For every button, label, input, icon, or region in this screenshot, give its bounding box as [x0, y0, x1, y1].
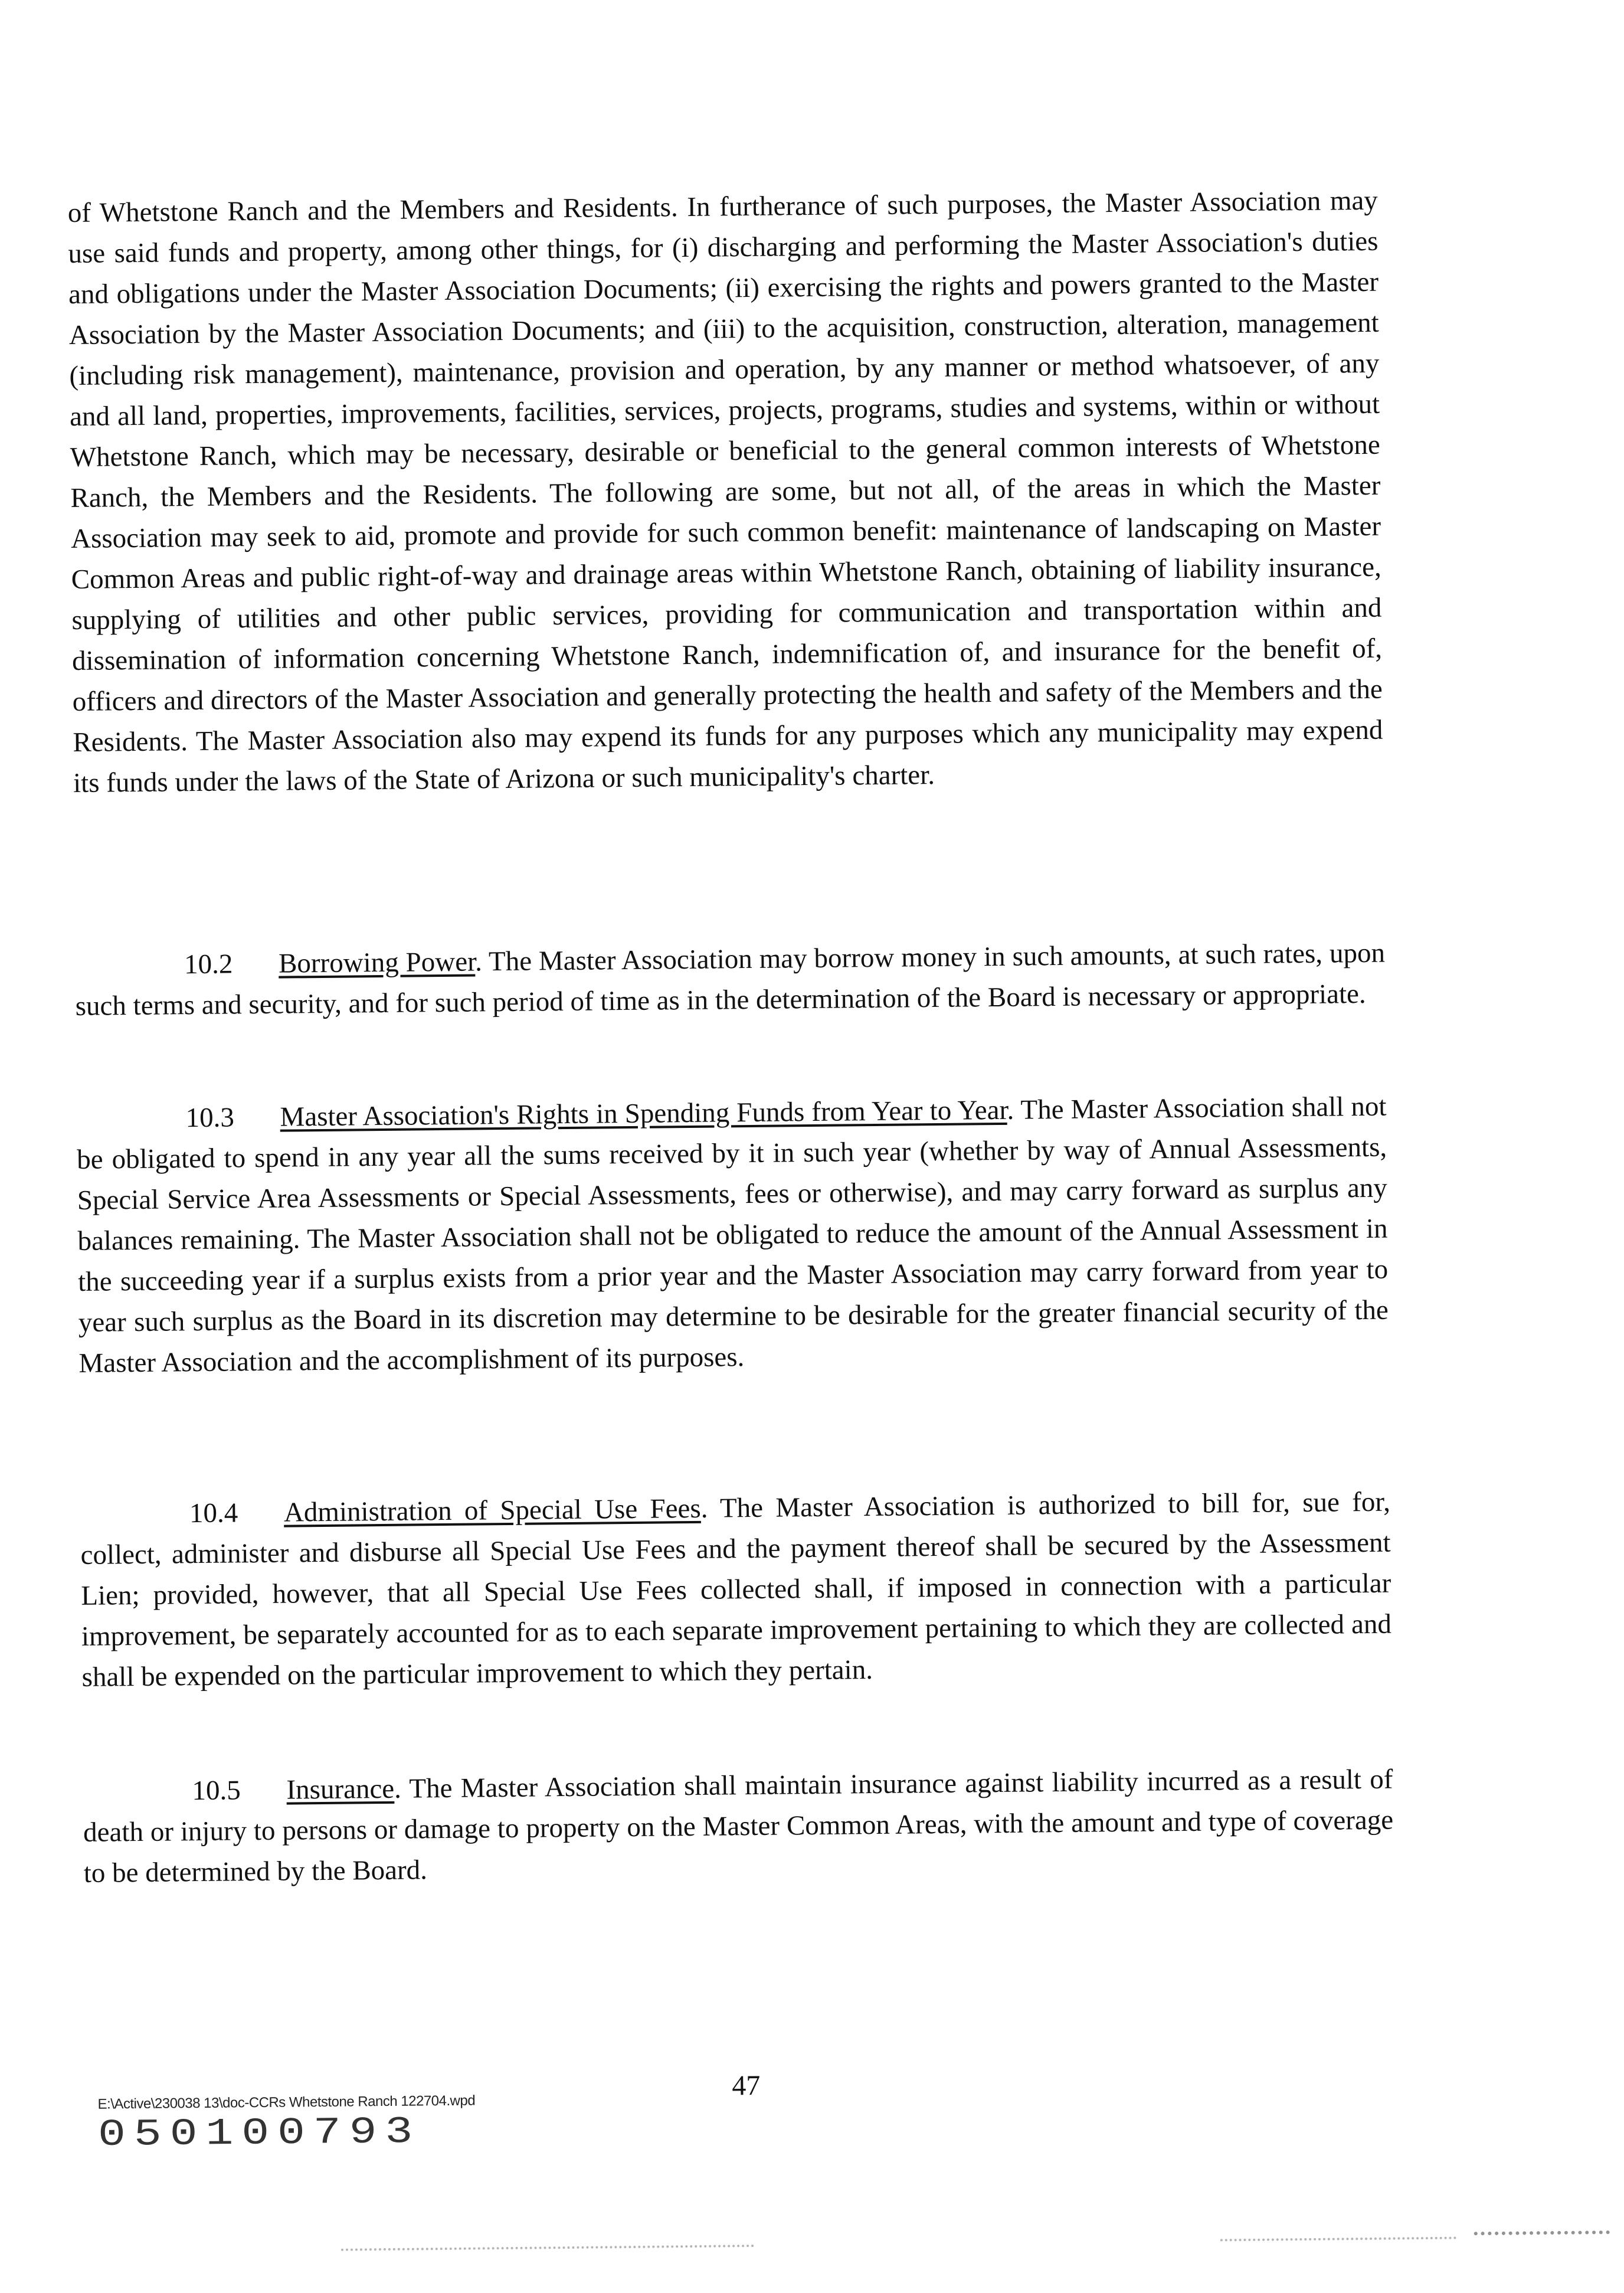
section-body: The Master Association shall not be obligated to spend in any year all the sums received by it in such year (whether by way of Annual Assessments, Special Service Area Assessments or Special Assessments, fees or otherwise), and may carry forward as surplus any balances remaining. The Master Association shall not be obligated to reduce the amount of the Annual Assessment in the succeeding year if a surplus exists from a prior year and the Master Association may carry forward from year to year such surplus as the Board in its discretion may determine to be desirable for the greater financial security of the Master Association and the accomplishment of its purposes. — [76, 1091, 1389, 1379]
section-body: The Master Association may borrow money in such amounts, at such rates, upon such terms and security, and for such period of time as in the determination of the Board is necessary or appropriate. — [75, 937, 1386, 1022]
section-number: 10.2 — [184, 948, 233, 980]
section-10-5: 10.5 Insurance. The Master Association shall maintain insurance against liability incurred as a result of death or injury to persons or damage to property on the Master Common Areas, with the amount and type of coverage to be determined by the Board. — [83, 1764, 1394, 1889]
section-10-4: 10.4 Administration of Special Use Fees. The Master Association is authorized to bill for, sue for, collect, administer and disburse all Special Use Fees and the payment thereof shall be secured by the Assessment Lien; provided, however, that all Special Use Fees collected shall, if imposed in connection with a particular improvement, be separately accounted for as to each separate improvement pertaining to which they are collected and shall be expended on the particular improvement to which they pertain. — [80, 1486, 1392, 1693]
section-body: The Master Association is authorized to bill for, sue for, collect, administer and disburse all Special Use Fees and the payment thereof shall be secured by the Assessment Lien; provided, however, that all Special Use Fees collected shall, if imposed in connection with a particular improvement, be separately accounted for as to each separate improvement pertaining to which they are collected and shall be expended on the particular improvement to which they pertain. — [80, 1486, 1392, 1693]
page-number: 47 — [732, 2069, 761, 2102]
scan-noise — [341, 2245, 754, 2251]
section-10-3: 10.3 Master Association's Rights in Spending Funds from Year to Year. The Master Association shall not be obligated to spend in any year all the sums received by it in such year (whether by way of Annual Assessments, Special Service Area Assessments or Special Assessments, fees or otherwise), and may carry forward as surplus any balances remaining. The Master Association shall not be obligated to reduce the amount of the Annual Assessment in the succeeding year if a surplus exists from a prior year and the Master Association may carry forward from year to year such surplus as the Board in its discretion may determine to be desirable for the greater financial security of the Master Association and the accomplishment of its purposes. — [76, 1091, 1389, 1379]
opening-paragraph: of Whetstone Ranch and the Members and Residents. In furtherance of such purposes, the Master Association may use said funds and property, among other things, for (i) discharging and performing the Master Association's duties and obligations under the Master Association Documents; (ii) exercising the rights and powers granted to the Master Association by the Master Association Documents; and (iii) to the acquisition, construction, alteration, management (including risk management), maintenance, provision and operation, by any manner or method whatsoever, of any and all land, properties, improvements, facilities, services, projects, programs, studies and systems, within or without Whetstone Ranch, which may be necessary, desirable or beneficial to the general common interests of Whetstone Ranch, the Members and the Residents. The following are some, but not all, of the areas in which the Master Association may seek to aid, promote and provide for such common benefit: maintenance of landscaping on Master Common Areas and public right-of-way and drainage areas within Whetstone Ranch, obtaining of liability insurance, supplying of utilities and other public services, providing for communication and transportation within and dissemination of information concerning Whetstone Ranch, indemnification of, and insurance for the benefit of, officers and directors of the Master Association and generally protecting the health and safety of the Members and the Residents. The Master Association also may expend its funds for any purposes which any municipality may expend its funds under the laws of the State of Arizona or such municipality's charter. — [67, 185, 1383, 799]
section-number: 10.4 — [189, 1497, 238, 1529]
section-number: 10.5 — [192, 1775, 241, 1807]
section-heading: Administration of Special Use Fees — [283, 1493, 701, 1528]
section-heading: Master Association's Rights in Spending Funds from Year to Year — [280, 1094, 1007, 1133]
footer-file-path: E:\Active\230038 13\doc-CCRs Whetstone Ranch 122704.wpd — [97, 2092, 476, 2112]
scan-noise — [1474, 2230, 1610, 2235]
section-heading: Borrowing Power — [278, 946, 476, 979]
scan-noise — [1220, 2237, 1456, 2242]
section-body: The Master Association shall maintain insurance against liability incurred as a result of death or injury to persons or damage to property on the Master Common Areas, with the amount and type of coverage to be determined by the Board. — [83, 1764, 1394, 1889]
section-number: 10.3 — [185, 1102, 235, 1134]
section-10-2: 10.2 Borrowing Power. The Master Association may borrow money in such amounts, at such rates, upon such terms and security, and for such period of time as in the determination of the Board is necessary or appropriate. — [75, 937, 1386, 1022]
document-number-stamp: 050100793 — [97, 2111, 421, 2157]
section-heading: Insurance — [286, 1773, 395, 1805]
